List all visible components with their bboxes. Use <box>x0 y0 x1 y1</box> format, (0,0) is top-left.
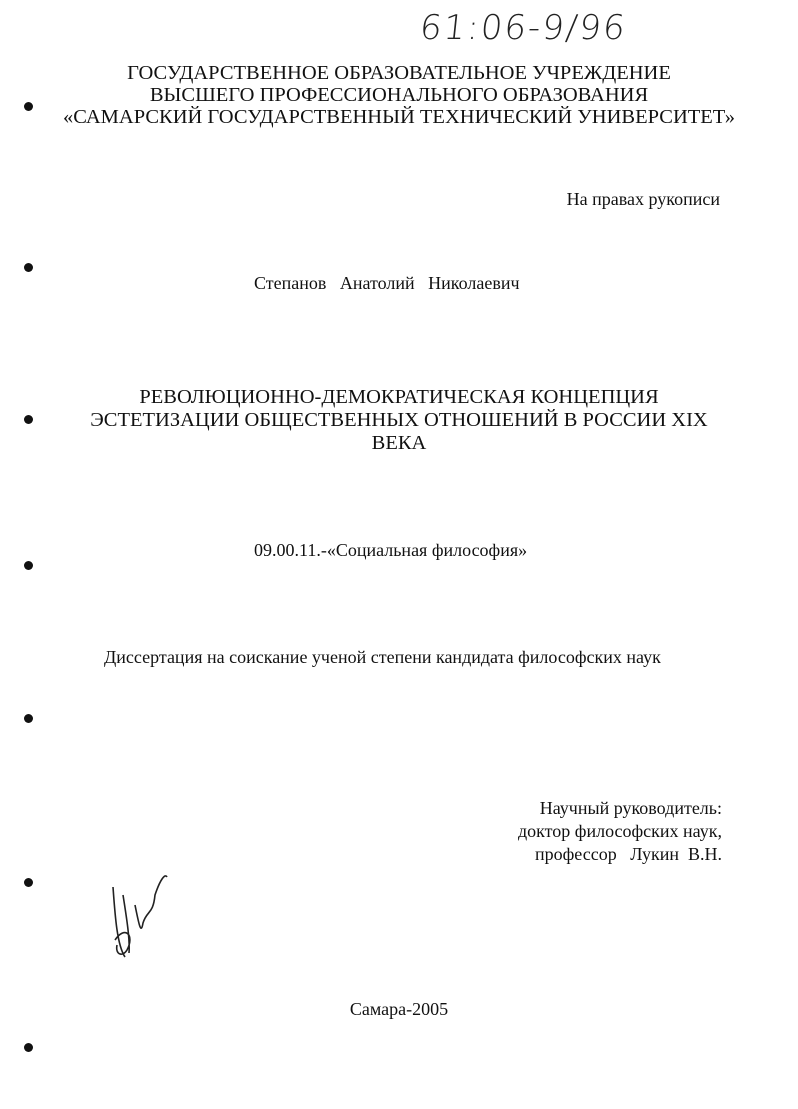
specialty-code: 09.00.11.-«Социальная философия» <box>254 540 528 560</box>
dissertation-title <box>0 386 798 455</box>
binding-hole-mark <box>24 561 33 570</box>
binding-hole-mark <box>24 415 33 424</box>
supervisor-block <box>0 797 722 866</box>
supervisor-label: Научный руководитель: <box>539 798 722 818</box>
supervisor-name: профессор Лукин В.Н. <box>535 844 722 864</box>
binding-hole-mark <box>24 714 33 723</box>
binding-hole-mark <box>24 878 33 887</box>
institution-header <box>0 62 798 128</box>
author-name: Степанов Анатолий Николаевич <box>254 273 520 293</box>
handwritten-archive-number: 61:06-9/96 <box>417 8 629 48</box>
place-year: Самара-2005 <box>349 999 449 1019</box>
manuscript-note: На правах рукописи <box>566 189 720 209</box>
degree-statement: Диссертация на соискание ученой степени кандидата философских наук <box>104 647 661 667</box>
title-line: ВЕКА <box>371 432 427 454</box>
binding-hole-mark <box>24 1043 33 1052</box>
institution-line: «САМАРСКИЙ ГОСУДАРСТВЕННЫЙ ТЕХНИЧЕСКИЙ УНИВЕРСИТЕТ» <box>62 106 736 128</box>
binding-hole-mark <box>24 263 33 272</box>
supervisor-title: доктор философских наук, <box>518 821 722 841</box>
signature <box>105 865 180 965</box>
institution-line: ГОСУДАРСТВЕННОЕ ОБРАЗОВАТЕЛЬНОЕ УЧРЕЖДЕНИЕ <box>127 62 671 84</box>
binding-hole-mark <box>24 102 33 111</box>
title-line: РЕВОЛЮЦИОННО-ДЕМОКРАТИЧЕСКАЯ КОНЦЕПЦИЯ <box>139 386 659 408</box>
title-line: ЭСТЕТИЗАЦИИ ОБЩЕСТВЕННЫХ ОТНОШЕНИЙ В РОССИИ XIX <box>90 409 708 431</box>
institution-line: ВЫСШЕГО ПРОФЕССИОНАЛЬНОГО ОБРАЗОВАНИЯ <box>149 84 649 106</box>
